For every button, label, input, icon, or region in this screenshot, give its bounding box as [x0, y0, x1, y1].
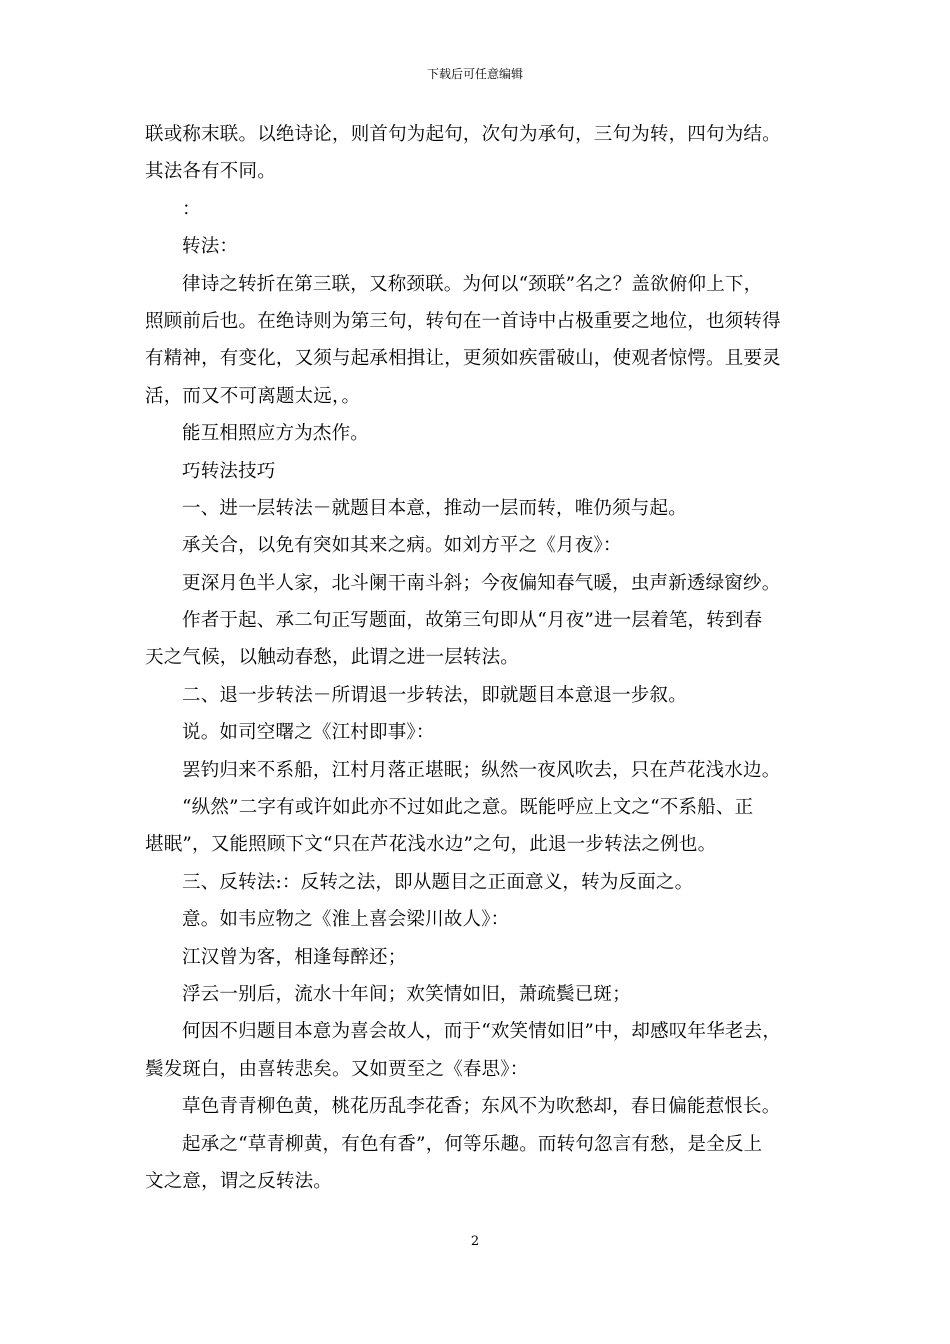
text-line: 浮云一别后，流水十年间；欢笑情如旧，萧疏鬓已斑； — [182, 983, 631, 1005]
text-line: 承关合，以免有突如其来之病。如刘方平之《月夜》： — [182, 535, 622, 557]
text-line: 意。如韦应物之《淮上喜会梁川故人》： — [182, 909, 510, 931]
text-line: 更深月色半人家，北斗阑干南斗斜；今夜偏知春气暖，虫声新透绿窗纱。 — [182, 572, 781, 594]
text-line: 有精神，有变化，又须与起承相揖让，更须如疾雷破山，使观者惊愕。且要灵 — [145, 348, 781, 370]
text-line: 一、进一层转法－就题目本意，推动一层而转，唯仍须与起。 — [182, 497, 687, 519]
text-line: 联或称末联。以绝诗论，则首句为起句，次句为承句，三句为转，四句为结。 — [145, 124, 781, 145]
text-line: 说。如司空曙之《江村即事》： — [182, 722, 435, 744]
text-line: 何因不归题目本意为喜会故人，而于“欢笑情如旧”中，却感叹年华老去， — [182, 1021, 782, 1043]
text-line: 律诗之转折在第三联，又称颈联。为何以“颈联”名之？盖欲俯仰上下， — [182, 273, 763, 295]
text-line: “纵然”二字有或许如此亦不过如此之意。既能呼应上文之“不系船、正 — [182, 797, 754, 819]
page-header: 下载后可任意编辑 — [426, 67, 523, 81]
document-body — [145, 116, 810, 1200]
text-line: 草色青青柳色黄，桃花历乱李花香；东风不为吹愁却，春日偏能惹恨长。 — [182, 1096, 781, 1118]
text-line: ： — [182, 198, 201, 220]
text-line: 二、退一步转法－所谓退一步转法，即就题目本意退一步叙。 — [182, 684, 687, 706]
text-line: 起承之“草青柳黄，有色有香”，何等乐趣。而转句忽言有愁，是全反上 — [182, 1133, 763, 1155]
text-line: 江汉曾为客，相逢每醉还； — [182, 946, 407, 968]
text-line: 转法： — [182, 236, 239, 258]
text-line: 能互相照应方为杰作。 — [182, 423, 370, 445]
text-line: 照顾前后也。在绝诗则为第三句，转句在一首诗中占极重要之地位，也须转得 — [145, 310, 781, 332]
text-line: 三、反转法:：反转之法，即从题目之正面意义，转为反面之。 — [182, 871, 694, 893]
text-line: 文之意，谓之反转法。 — [145, 1170, 333, 1192]
text-line: 其法各有不同。 — [145, 161, 276, 183]
text-line: 活，而又不可离题太远，。 — [145, 385, 361, 407]
text-line: 鬓发斑白，由喜转悲矣。又如贾至之《春思》： — [145, 1058, 529, 1080]
text-line: 罢钓归来不系船，江村月落正堪眠；纵然一夜风吹去，只在芦花浅水边。 — [182, 759, 781, 781]
text-line: 天之气候，以触动春愁，此谓之进一层转法。 — [145, 647, 520, 669]
text-line: 作者于起、承二句正写题面，故第三句即从“月夜”进一层着笔，转到春 — [182, 610, 763, 632]
text-line: 巧转法技巧 — [182, 460, 276, 482]
page-number: 2 — [470, 1234, 480, 1249]
text-line: 堪眠”，又能照顾下文“只在芦花浅水边”之句，此退一步转法之例也。 — [145, 834, 717, 856]
